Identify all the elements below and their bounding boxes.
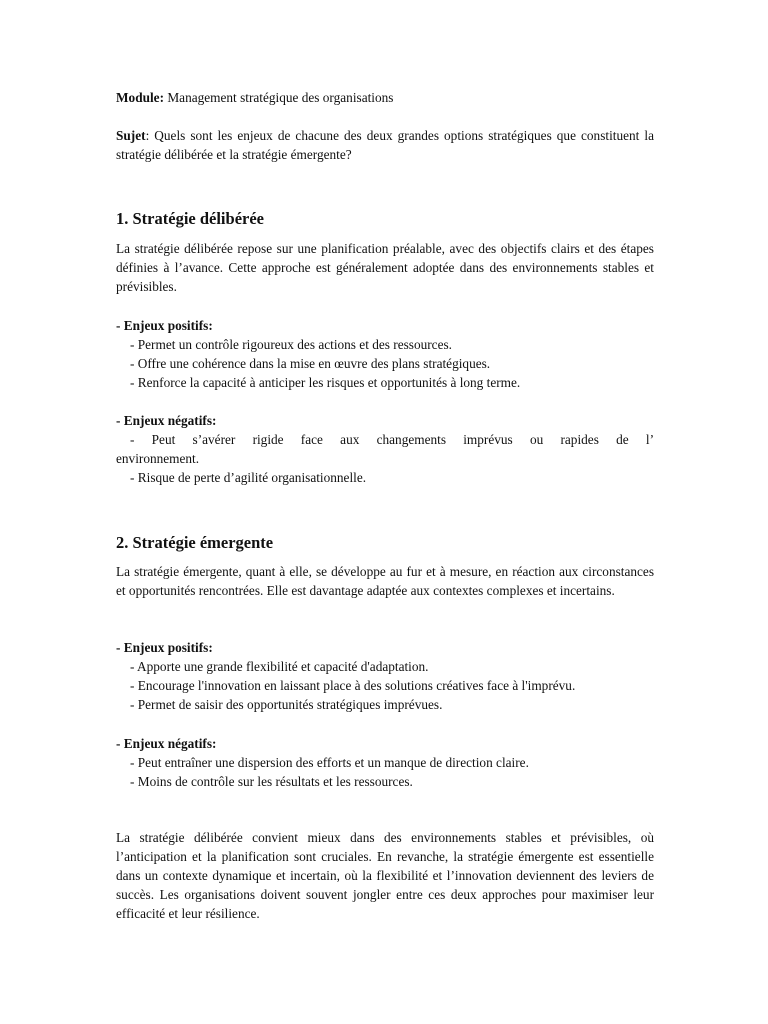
module-line xyxy=(116,88,654,107)
section1-negative-list xyxy=(116,411,654,487)
section2-negative-list xyxy=(116,734,654,791)
section2-title: 2. Stratégie émergente xyxy=(116,533,274,552)
section2-positive-list xyxy=(116,638,654,714)
module-label: Module: xyxy=(116,90,165,105)
list-item: - Renforce la capacité à anticiper les risques et opportunités à long terme. xyxy=(130,375,521,390)
list-item: - Moins de contrôle sur les résultats et les ressources. xyxy=(130,774,413,789)
conclusion-paragraph: La stratégie délibérée convient mieux dans des environnements stables et prévisibles, où l’anticipation et la planification sont cruciales. En revanche, la stratégie émergente est essentielle dans un contexte dynamique et incertain, où la flexibilité et l’innovation deviennent des leviers de succès. Les organisations doivent souvent jongler entre ces deux approches pour maximiser leur efficacité et leur résilience. xyxy=(116,830,654,921)
section2-positive-label: - Enjeux positifs: xyxy=(116,640,213,655)
sujet-text: : Quels sont les enjeux de chacune des deux grandes options stratégiques que constituent la stratégie délibérée et la stratégie émergente? xyxy=(116,128,654,162)
list-item: - Permet de saisir des opportunités stratégiques imprévues. xyxy=(130,697,443,712)
sujet-paragraph xyxy=(116,126,654,164)
list-item-continuation: environnement. xyxy=(116,451,200,466)
list-item: - Risque de perte d’agilité organisationnelle. xyxy=(130,470,367,485)
list-item: - Encourage l'innovation en laissant place à des solutions créatives face à l'imprévu. xyxy=(130,678,576,693)
list-item: - Apporte une grande flexibilité et capacité d'adaptation. xyxy=(130,659,429,674)
section1-intro: La stratégie délibérée repose sur une planification préalable, avec des objectifs clairs et des étapes définies à l’avance. Cette approche est généralement adoptée dans des environnements stables et prévisibles. xyxy=(116,241,654,294)
list-item: - Peut s’avérer rigide face aux changements imprévus ou rapides de l’ xyxy=(130,432,654,447)
section1-positive-label: - Enjeux positifs: xyxy=(116,318,213,333)
module-value: Management stratégique des organisations xyxy=(164,90,394,105)
section1-positive-list xyxy=(116,316,654,392)
section2-intro: La stratégie émergente, quant à elle, se développe au fur et à mesure, en réaction aux circonstances et opportunités rencontrées. Elle est davantage adaptée aux contextes complexes et incertains. xyxy=(116,564,654,598)
section1-title: 1. Stratégie délibérée xyxy=(116,209,264,228)
list-item: - Permet un contrôle rigoureux des actions et des ressources. xyxy=(130,337,452,352)
list-item: - Offre une cohérence dans la mise en œuvre des plans stratégiques. xyxy=(130,356,491,371)
list-item: - Peut entraîner une dispersion des efforts et un manque de direction claire. xyxy=(130,755,529,770)
sujet-label: Sujet xyxy=(116,128,146,143)
section2-negative-label: - Enjeux négatifs: xyxy=(116,736,217,751)
section1-negative-label: - Enjeux négatifs: xyxy=(116,413,217,428)
